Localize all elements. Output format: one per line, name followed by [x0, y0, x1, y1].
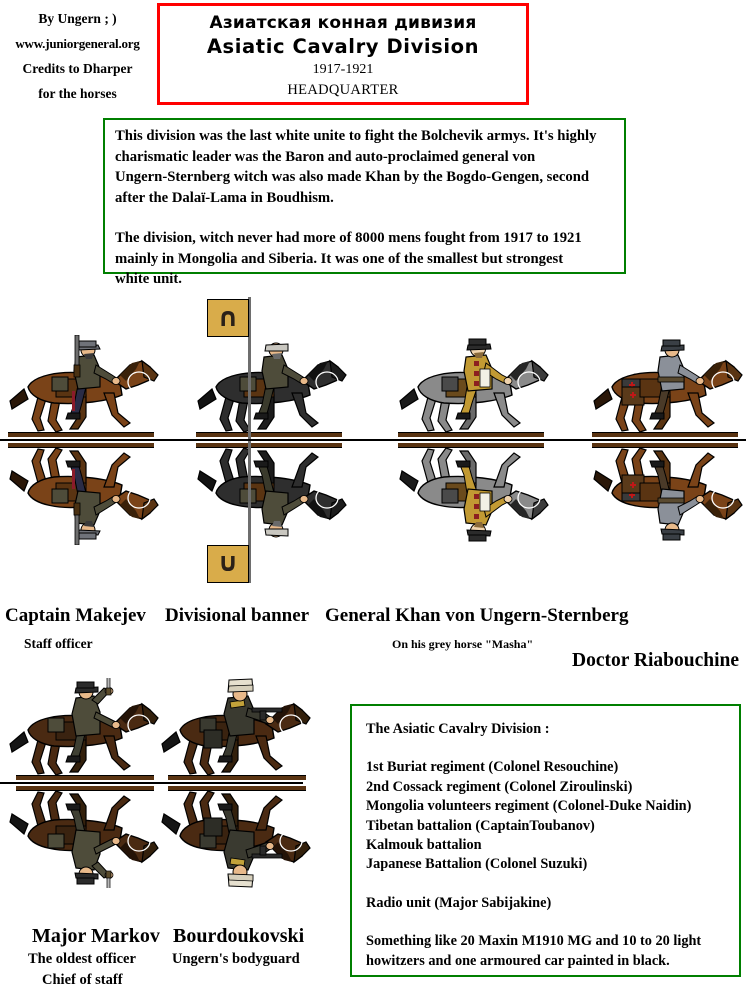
oob-spacer-1 [366, 739, 739, 758]
credit-line-author: By Ungern ; ) [38, 11, 117, 26]
figure-upright-sprite [196, 335, 356, 440]
cavalryman-black-horse-reflection-icon [196, 440, 356, 545]
desc-p2-l1: The division, witch never had more of 8000 mens fought from 1917 to 1921 [115, 230, 582, 246]
desc-p1-l4: after the Dalaï-Lama in Boudhism. [115, 189, 334, 206]
subcaption-oldest-officer: The oldest officer [28, 951, 136, 967]
oob-spacer-2 [366, 875, 739, 894]
oob-equipment-line-1: Something like 20 Maxin M1910 MG and 10 to 20 light [366, 933, 702, 950]
title-english: Asiatic Cavalry Division [206, 35, 480, 58]
cavalryman-brown-horse-reflection-icon [8, 440, 168, 545]
cavalryman-doctor-icon [592, 335, 746, 440]
subcaption-grey-horse-masha: On his grey horse "Masha" [392, 637, 534, 651]
desc-p2-l2: mainly in Mongolia and Siberia. It was one of the smallest but strongest [115, 250, 564, 267]
subcaption-staff-officer: Staff officer [24, 636, 93, 651]
desc-p1-l1: This division was the last white unite to fight the Bolchevik armys. It's highly [115, 128, 597, 144]
oob-unit-3: Mongolia volunteers regiment (Colonel-Duke Naidin) [366, 798, 692, 815]
caption-general-ungern: General Khan von Ungern-Sternberg [325, 605, 629, 626]
oob-unit-2: 2nd Cossack regiment (Colonel Ziroulinski) [366, 778, 633, 795]
title-russian: Азиатская конная дивизия [209, 13, 477, 33]
cavalryman-sabre-icon [8, 678, 168, 783]
cavalryman-doctor-reflection-icon [592, 440, 746, 545]
oob-unit-1: 1st Buriat regiment (Colonel Resouchine) [366, 759, 619, 776]
horseshoe-icon: ∩ [217, 303, 239, 333]
cavalryman-sabre-reflection-icon [8, 783, 168, 888]
figure-mirrored-sprite [398, 440, 558, 545]
order-of-battle-box [350, 704, 741, 977]
oob-unit-5: Kalmouk battalion [366, 837, 482, 854]
oob-heading: The Asiatic Cavalry Division : [366, 721, 550, 737]
subcaption-chief-of-staff: Chief of staff [42, 972, 123, 988]
mirror-line-row2 [0, 782, 303, 784]
oob-radio-unit: Radio unit (Major Sabijakine) [366, 894, 552, 911]
banner-flag-top [207, 299, 249, 337]
description-box [103, 118, 626, 287]
figure-mirrored-sprite [592, 440, 746, 545]
cavalryman-bodyguard-reflection-icon [160, 783, 320, 888]
figure-mirrored-sprite [196, 440, 356, 545]
horseshoe-icon-mirrored: ∩ [217, 549, 239, 579]
description-paragraph-1 [115, 126, 616, 208]
credits-block [0, 6, 155, 106]
oob-unit-6: Japanese Battalion (Colonel Suzuki) [366, 856, 588, 873]
credit-line-artist: Credits to Dharper [22, 61, 133, 76]
oob-spacer-3 [366, 913, 739, 932]
cavalryman-brown-horse-icon [8, 335, 168, 440]
figure-mirrored-sprite [160, 783, 320, 888]
figure-mirrored-sprite [8, 783, 168, 888]
cavalryman-grey-horse-icon [398, 335, 558, 440]
desc-p1-l3: Ungern-Sternberg witch was also made Khan by the Bogdo-Gengen, second [115, 169, 590, 185]
mirror-line-row1 [0, 439, 746, 441]
caption-bourdoukovski: Bourdoukovski [173, 925, 305, 947]
figure-mirrored-sprite [8, 440, 168, 545]
oob-equipment-line-2: howitzers and one armoured car painted in black. [366, 952, 670, 969]
desc-p2-l3: white unit. [115, 271, 182, 287]
oob-unit-4: Tibetan battalion (CaptainToubanov) [366, 817, 595, 834]
cavalryman-black-horse-icon [196, 335, 356, 440]
desc-p1-l2: charismatic leader was the Baron and auto-proclaimed general von [115, 148, 536, 165]
cavalryman-grey-horse-reflection-icon [398, 440, 558, 545]
figure-upright-sprite [8, 678, 168, 783]
figure-upright-sprite [8, 335, 168, 440]
caption-captain-makejev: Captain Makejev [5, 605, 146, 626]
cavalryman-bodyguard-icon [160, 678, 320, 783]
caption-major-markov: Major Markov [32, 925, 160, 947]
figure-upright-sprite [592, 335, 746, 440]
caption-divisional-banner: Divisional banner [165, 605, 310, 626]
figure-upright-sprite [398, 335, 558, 440]
caption-doctor-riabouchine: Doctor Riabouchine [572, 650, 740, 671]
banner-flag-bottom [207, 545, 249, 583]
credit-line-artist-note: for the horses [38, 86, 117, 101]
figure-upright-sprite [160, 678, 320, 783]
description-paragraph-2 [115, 228, 616, 290]
header-title-box [157, 3, 529, 105]
title-years: 1917-1921 [312, 62, 374, 77]
credit-line-website: www.juniorgeneral.org [15, 36, 140, 51]
subcaption-ungerns-bodyguard: Ungern's bodyguard [172, 951, 300, 967]
title-subtitle: HEADQUARTER [287, 82, 399, 98]
